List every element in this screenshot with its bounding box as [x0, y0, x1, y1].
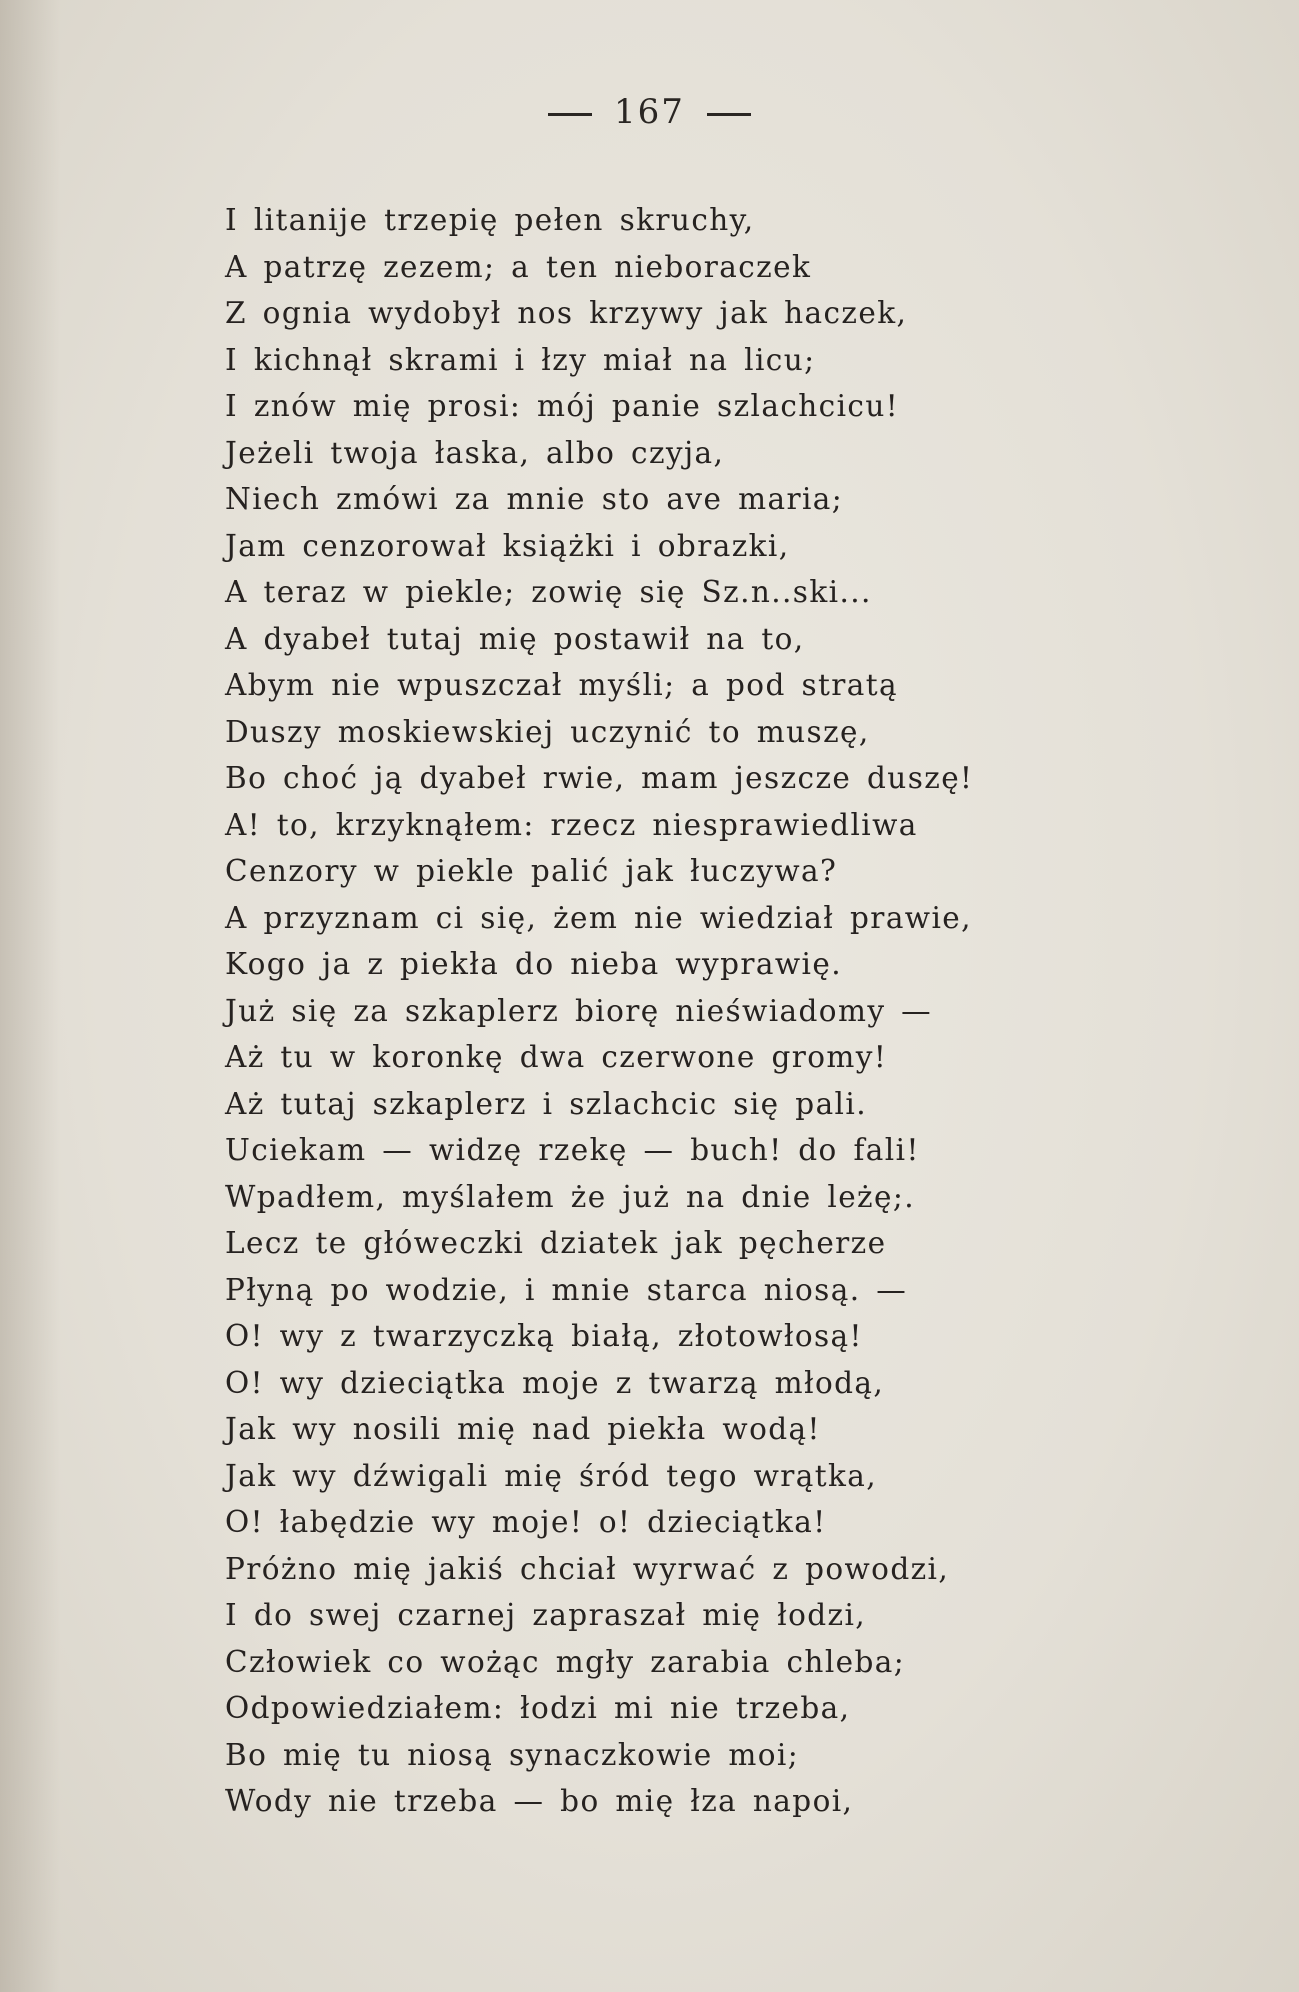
verse-line: Już się za szkaplerz biorę nieświadomy — [225, 993, 933, 1028]
verse-line: Człowiek co wożąc mgły zarabia chleba; [225, 1644, 906, 1679]
verse-line: Abym nie wpuszczał myśli; a pod stratą [225, 668, 899, 702]
verse-line: I znów mię prosi: mój panie szlachcicu! [225, 389, 899, 423]
verse-line: I litanije trzepię pełen skruchy, [225, 203, 755, 237]
verse-line: Kogo ja z piekła do nieba wyprawię. [225, 947, 843, 981]
verse-line: O! wy dzieciątka moje z twarzą młodą, [225, 1365, 885, 1400]
verse-line: Aż tutaj szkaplerz i szlachcic się pali. [225, 1086, 868, 1121]
verse-line: I kichnął skrami i łzy miał na licu; [225, 342, 816, 377]
verse-line: O! łabędzie wy moje! o! dzieciątka! [225, 1505, 827, 1539]
verse-line: Jeżeli twoja łaska, albo czyja, [225, 435, 725, 470]
verse-line: Niech zmówi za mnie sto ave maria; [225, 482, 844, 516]
verse-line: Uciekam — widzę rzekę — buch! do fali! [225, 1133, 920, 1167]
verse-line: Z ognia wydobył nos krzywy jak haczek, [225, 296, 908, 330]
page-number: 167 [614, 92, 685, 132]
verse-line: Odpowiedziałem: łodzi mi nie trzeba, [225, 1691, 851, 1725]
verse-line: Próżno mię jakiś chciał wyrwać z powodzi, [225, 1551, 950, 1586]
verse-line: I do swej czarnej zapraszał mię łodzi, [225, 1598, 867, 1632]
verse-line: Lecz te główeczki dziatek jak pęcherze [225, 1226, 887, 1260]
verse-line: Bo choć ją dyabeł rwie, mam jeszcze duszę! [225, 761, 974, 795]
page-number-header [0, 92, 1299, 132]
verse-line: Bo mię tu niosą synaczkowie moi; [225, 1737, 800, 1772]
verse-line: O! wy z twarzyczką białą, złotowłosą! [225, 1319, 863, 1353]
verse-line: A! to, krzyknąłem: rzecz niesprawiedliwa [225, 807, 918, 842]
verse-line: Płyną po wodzie, i mnie starca niosą. — [225, 1272, 908, 1307]
page-edge-shadow [0, 0, 60, 1992]
verse-line: Duszy moskiewskiej uczynić to muszę, [225, 714, 870, 749]
poem-text [225, 197, 1275, 1825]
header-dash-right [707, 113, 751, 116]
verse-line: Wody nie trzeba — bo mię łza napoi, [225, 1784, 854, 1818]
verse-line: Cenzory w piekle palić jak łuczywa? [225, 854, 838, 888]
verse-line: A patrzę zezem; a ten nieboraczek [225, 249, 812, 284]
verse-line: Jak wy nosili mię nad piekła wodą! [225, 1412, 821, 1446]
verse-line: A dyabeł tutaj mię postawił na to, [225, 621, 805, 656]
header-dash-left [548, 113, 592, 116]
verse-line: A teraz w piekle; zowię się Sz.n..ski... [225, 575, 872, 609]
verse-line: A przyznam ci się, żem nie wiedział prawie, [225, 900, 972, 935]
verse-line: Jak wy dźwigali mię śród tego wrątka, [225, 1458, 878, 1493]
verse-line: Jam cenzorował książki i obrazki, [225, 528, 790, 563]
verse-line: Aż tu w koronkę dwa czerwone gromy! [225, 1040, 888, 1074]
verse-line: Wpadłem, myślałem że już na dnie leżę;. [225, 1179, 915, 1214]
